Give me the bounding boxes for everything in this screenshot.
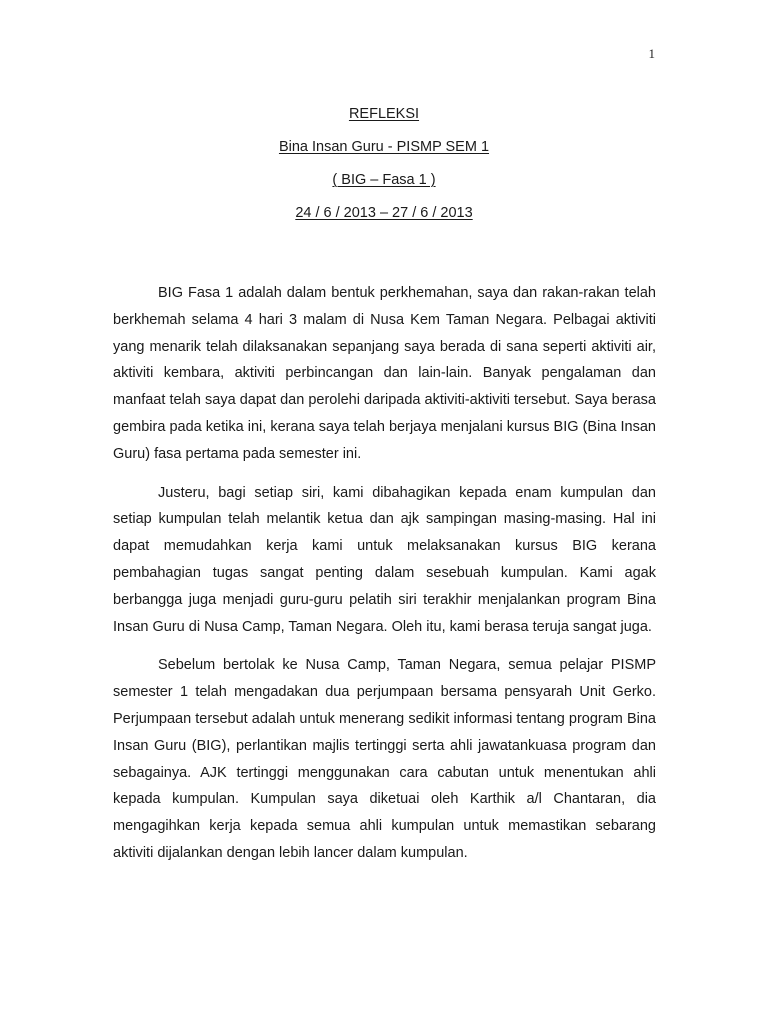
heading-subtitle <box>0 139 768 155</box>
heading-title <box>0 106 768 122</box>
paragraph: Sebelum bertolak ke Nusa Camp, Taman Negara, semua pelajar PISMP semester 1 telah mengadakan dua perjumpaan bersama pensyarah Unit Gerko. Perjumpaan tersebut adalah untuk menerang sedikit informasi tentang program Bina Insan Guru (BIG), perlantikan majlis tertinggi serta ahli jawatankuasa program dan sebagainya. AJK tertinggi menggunakan cara cabutan untuk menentukan ahli kepada kumpulan. Kumpulan saya diketuai oleh Karthik a/l Chantaran, dia mengagihkan kerja kepada semua ahli kumpulan untuk memastikan sebarang aktiviti dijalankan dengan lebih lancer dalam kumpulan. <box>113 657 656 861</box>
paragraph: BIG Fasa 1 adalah dalam bentuk perkhemahan, saya dan rakan-rakan telah berkhemah selama 4 hari 3 malam di Nusa Kem Taman Negara. Pelbagai aktiviti yang menarik telah dilaksanakan sepanjang saya berada di sana seperti aktiviti air, aktiviti kembara, aktiviti perbincangan dan lain-lain. Banyak pengalaman dan manfaat telah saya dapat dan perolehi daripada aktiviti-aktiviti tersebut. Saya berasa gembira pada ketika ini, kerana saya telah berjaya menjalani kursus BIG (Bina Insan Guru) fasa pertama pada semester ini. <box>113 285 656 462</box>
document-body <box>113 280 656 879</box>
document-heading <box>0 106 768 238</box>
heading-date-range <box>0 205 768 221</box>
heading-subtitle-text: Bina Insan Guru - PISMP SEM 1 <box>278 139 490 155</box>
page-number: 1 <box>648 46 655 61</box>
heading-phase <box>0 172 768 188</box>
heading-title-text: REFLEKSI <box>348 106 420 122</box>
paragraph: Justeru, bagi setiap siri, kami dibahagikan kepada enam kumpulan dan setiap kumpulan telah melantik ketua dan ajk sampingan masing-masing. Hal ini dapat memudahkan kerja kami untuk melaksanakan kursus BIG kerana pembahagian tugas sangat penting dalam sesebuah kumpulan. Kami agak berbangga juga menjadi guru-guru pelatih siri terakhir menjalankan program Bina Insan Guru di Nusa Camp, Taman Negara. Oleh itu, kami berasa teruja sangat juga. <box>113 484 656 635</box>
heading-date-range-text: 24 / 6 / 2013 – 27 / 6 / 2013 <box>295 205 473 221</box>
heading-phase-text: ( BIG – Fasa 1 ) <box>332 172 436 188</box>
